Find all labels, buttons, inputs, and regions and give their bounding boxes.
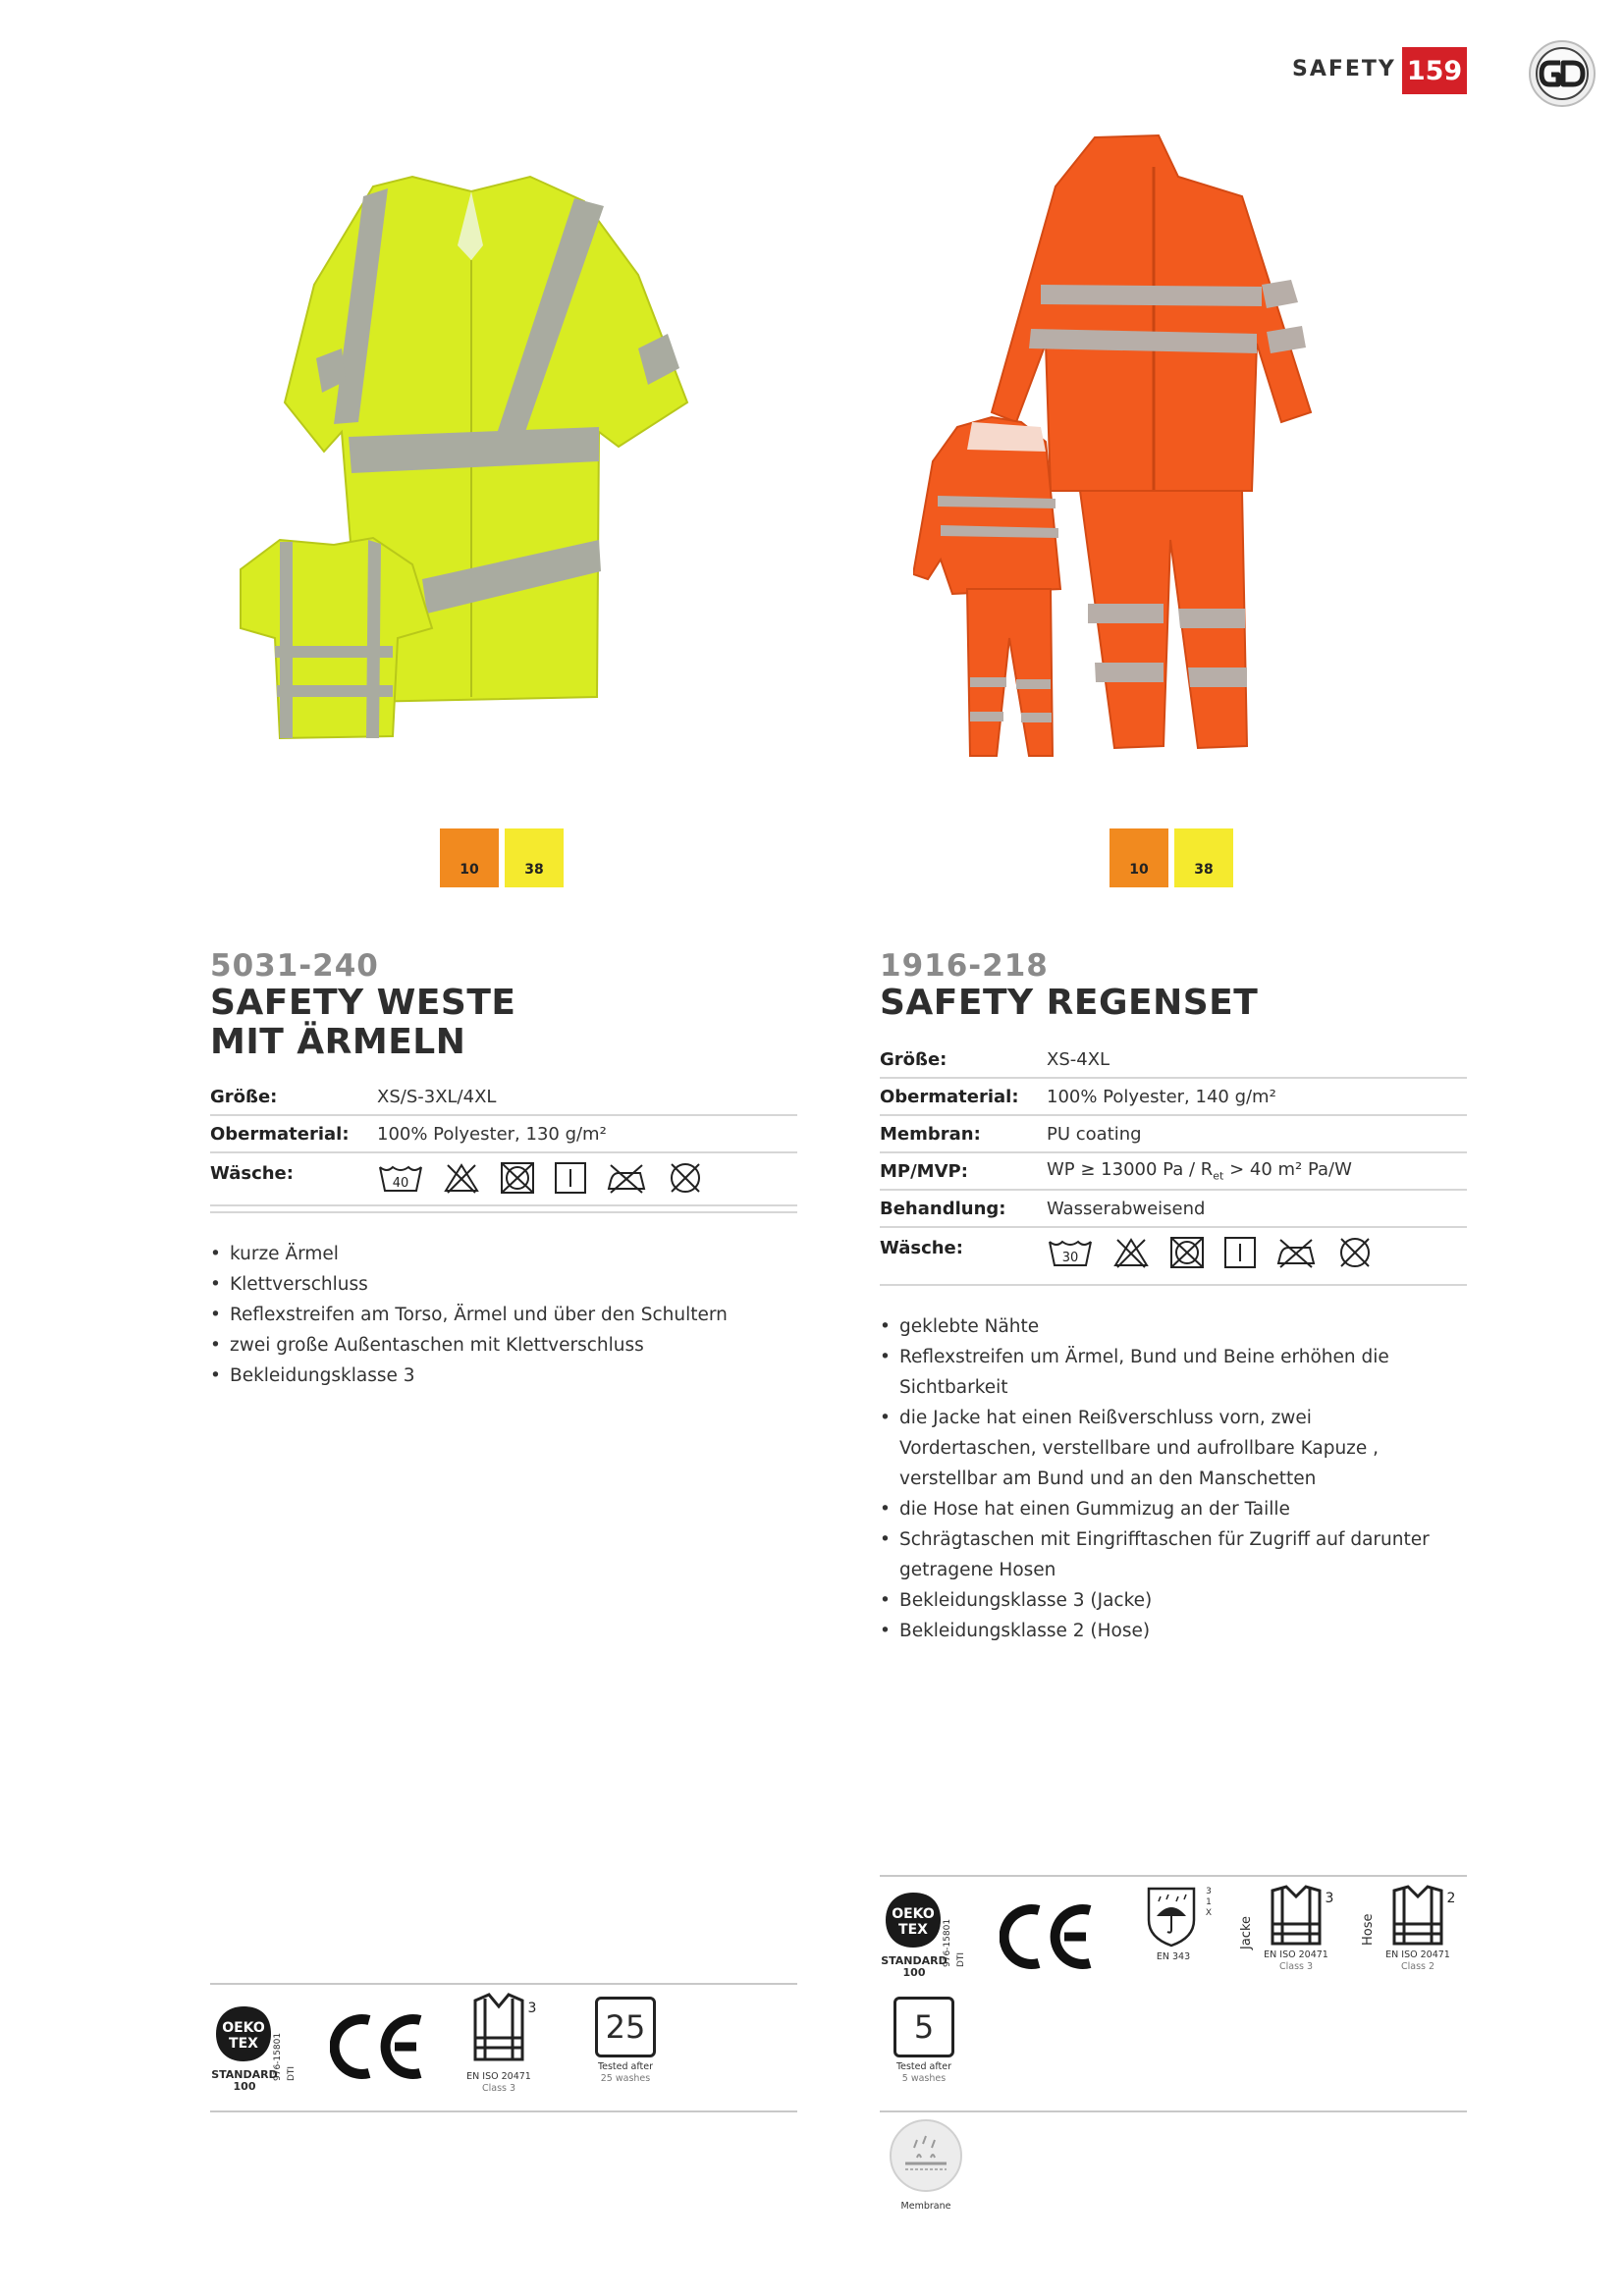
hivis-norm: EN ISO 20471 — [466, 2071, 531, 2082]
feature-item: • Schrägtaschen mit Eingrifftaschen für Zugriff auf darunter getragene Hosen — [880, 1524, 1439, 1585]
oeko-standard — [210, 2069, 279, 2093]
product-title — [210, 984, 516, 1062]
en343-digits: 3 1 X — [1205, 1887, 1213, 1918]
ce-mark-icon — [1000, 1902, 1098, 1971]
spec-row — [210, 1079, 797, 1116]
line-dry-icon — [1223, 1236, 1257, 1269]
hivis-class-number: 3 — [1325, 1891, 1334, 1906]
hivis-class: Class 3 — [1278, 1961, 1314, 1972]
product-title-line: SAFETY WESTE — [210, 983, 516, 1023]
feature-list — [880, 1311, 1439, 1646]
spec-label: Obermaterial: — [210, 1123, 350, 1145]
no-bleach-icon — [1111, 1236, 1151, 1269]
spec-value: XS/S-3XL/4XL — [377, 1086, 497, 1107]
color-code: 38 — [524, 862, 544, 878]
page-number: 159 — [1402, 47, 1467, 94]
feature-item: • geklebte Nähte — [880, 1311, 1439, 1342]
feature-item: • die Jacke hat einen Reißverschluss vorn, zwei Vordertaschen, verstellbare und aufrollbare Kapuze , verstellbar am Bund und an den Manschetten — [880, 1403, 1439, 1494]
washes-count: 5 — [893, 1997, 954, 2057]
washes-badge — [589, 1997, 668, 2085]
washes-label: 25 washes — [600, 2073, 651, 2084]
feature-item: • Bekleidungsklasse 2 (Hose) — [880, 1616, 1439, 1646]
oeko-standard-number: 100 — [902, 1966, 926, 1979]
spec-label: Größe: — [880, 1048, 947, 1070]
hivis-vest-icon — [1259, 1885, 1337, 1948]
no-bleach-icon — [442, 1161, 481, 1195]
wash-temperature: 40 — [392, 1176, 409, 1191]
washes-badge — [888, 1997, 966, 2085]
hivis-class: Class 2 — [1400, 1961, 1435, 1972]
oeko-institute-label: DTI — [287, 2065, 297, 2081]
no-dry-clean-icon — [1335, 1236, 1375, 1269]
divider — [210, 2110, 797, 2112]
membrane-label: Membrane — [900, 2201, 951, 2212]
no-iron-icon — [605, 1161, 648, 1195]
oeko-text: TEX — [898, 1922, 928, 1938]
hivis-jacke-label: Jacke — [1239, 1915, 1254, 1949]
spec-label: Wäsche: — [210, 1163, 294, 1184]
divider — [880, 2110, 1467, 2112]
feature-item: • Bekleidungsklasse 3 (Jacke) — [880, 1585, 1439, 1616]
oeko-tex-badge — [210, 1999, 318, 2107]
hivis-norm: EN ISO 20471 — [1264, 1949, 1328, 1960]
color-chip-orange[interactable] — [440, 828, 499, 887]
spec-value: Wasserabweisend — [1047, 1198, 1206, 1219]
ce-mark-icon — [330, 2012, 428, 2081]
spec-row — [880, 1191, 1467, 1228]
wash-tub-icon — [1047, 1236, 1094, 1269]
oeko-tex-icon — [214, 2004, 273, 2063]
hivis-vest-icon — [461, 1993, 540, 2067]
oeko-tex-icon — [884, 1891, 943, 1949]
feature-item: • Reflexstreifen am Torso, Ärmel und über den Schultern — [210, 1300, 797, 1330]
spec-row — [880, 1116, 1467, 1153]
no-iron-icon — [1274, 1236, 1318, 1269]
feature-item: • Bekleidungsklasse 3 — [210, 1361, 797, 1391]
line-dry-icon — [554, 1161, 587, 1195]
spec-table — [880, 1041, 1467, 1285]
spec-value-sub: et — [1213, 1169, 1224, 1183]
spec-value-part: > 40 m² Pa/W — [1223, 1159, 1352, 1181]
wash-temperature: 30 — [1061, 1251, 1079, 1265]
hivis-class-number: 2 — [1446, 1891, 1456, 1906]
color-chip-yellow[interactable] — [505, 828, 564, 887]
washes-count: 25 — [595, 1997, 656, 2057]
spec-label: Größe: — [210, 1086, 278, 1107]
section-label: SAFETY — [1292, 57, 1396, 81]
brand-logo-icon — [1528, 39, 1597, 108]
oeko-text: OEKO — [892, 1906, 935, 1922]
spec-label: Obermaterial: — [880, 1086, 1019, 1107]
spec-table — [210, 1079, 797, 1206]
feature-list — [210, 1239, 797, 1391]
oeko-code — [943, 1919, 952, 1967]
divider — [210, 1211, 797, 1213]
care-symbols — [377, 1161, 705, 1195]
product-title: SAFETY REGENSET — [880, 983, 1259, 1023]
color-chip-yellow[interactable] — [1174, 828, 1233, 887]
divider — [210, 1983, 797, 1985]
oeko-code-number: 976-15801 — [943, 1918, 952, 1967]
spec-row-wash — [210, 1153, 797, 1206]
hivis-norm: EN ISO 20471 — [1385, 1949, 1450, 1960]
en343-norm: EN 343 — [1156, 1951, 1191, 1962]
spec-label: Wäsche: — [880, 1238, 963, 1258]
hivis-class-3-badge — [461, 1993, 550, 2095]
no-tumble-dry-icon — [499, 1161, 536, 1195]
feature-item: • Reflexstreifen um Ärmel, Bund und Beine erhöhen die Sichtbarkeit — [880, 1342, 1439, 1403]
article-number: 5031-240 — [210, 948, 379, 984]
color-code: 10 — [460, 862, 479, 878]
spec-value — [1047, 1159, 1352, 1183]
oeko-institute-label: DTI — [956, 1951, 966, 1967]
care-symbols — [1047, 1236, 1375, 1269]
spec-row — [880, 1153, 1467, 1191]
feature-item: • zwei große Außentaschen mit Klettverschluss — [210, 1330, 797, 1361]
washes-label: 5 washes — [901, 2073, 947, 2084]
oeko-text: OEKO — [222, 2020, 265, 2036]
oeko-institute — [287, 2066, 297, 2081]
oeko-standard — [880, 1955, 948, 1979]
spec-row — [880, 1079, 1467, 1116]
spec-value: XS-4XL — [1047, 1048, 1110, 1070]
spec-label: Behandlung: — [880, 1198, 1006, 1219]
spec-value: PU coating — [1047, 1123, 1142, 1145]
divider — [880, 1284, 1467, 1286]
spec-label: Membran: — [880, 1123, 981, 1145]
color-code: 10 — [1129, 862, 1149, 878]
hivis-class-number: 3 — [527, 2001, 537, 2016]
oeko-code — [273, 2033, 283, 2081]
washes-label: Tested after — [895, 2061, 952, 2072]
oeko-standard-label: STANDARD — [881, 1954, 947, 1967]
membrane-badge — [888, 2118, 966, 2213]
oeko-code-number: 976-15801 — [273, 2032, 283, 2081]
color-chip-orange[interactable] — [1110, 828, 1168, 887]
oeko-standard-number: 100 — [233, 2080, 256, 2093]
product-title-line: MIT ÄRMELN — [210, 1022, 466, 1062]
hivis-vest-icon — [1380, 1885, 1459, 1948]
spec-value: 100% Polyester, 140 g/m² — [1047, 1086, 1276, 1107]
oeko-standard-label: STANDARD — [211, 2068, 278, 2081]
feature-item: • die Hose hat einen Gummizug an der Taille — [880, 1494, 1439, 1524]
oeko-text: TEX — [229, 2036, 258, 2052]
divider — [880, 1875, 1467, 1877]
feature-item: • Klettverschluss — [210, 1269, 797, 1300]
product-image-rainset — [913, 128, 1326, 766]
spec-row-wash — [880, 1228, 1467, 1285]
washes-label: Tested after — [597, 2061, 654, 2072]
wash-tub-icon — [377, 1161, 424, 1195]
hivis-hose-label: Hose — [1361, 1913, 1376, 1946]
spec-label: MP/MVP: — [880, 1160, 968, 1182]
spec-row — [880, 1041, 1467, 1079]
no-dry-clean-icon — [666, 1161, 705, 1195]
spec-row — [210, 1116, 797, 1153]
spec-value: 100% Polyester, 130 g/m² — [377, 1123, 607, 1145]
oeko-institute — [956, 1952, 966, 1967]
umbrella-shield-icon — [1143, 1885, 1212, 1948]
oeko-tex-badge — [880, 1885, 988, 1993]
hivis-class: Class 3 — [481, 2083, 516, 2094]
article-number: 1916-218 — [880, 948, 1049, 984]
spec-value-part: WP ≥ 13000 Pa / R — [1047, 1159, 1214, 1181]
product-image-vest — [226, 167, 736, 756]
feature-item: • kurze Ärmel — [210, 1239, 797, 1269]
color-code: 38 — [1194, 862, 1214, 878]
en343-rain-badge — [1143, 1885, 1221, 1963]
membrane-icon — [888, 2118, 964, 2193]
no-tumble-dry-icon — [1168, 1236, 1206, 1269]
